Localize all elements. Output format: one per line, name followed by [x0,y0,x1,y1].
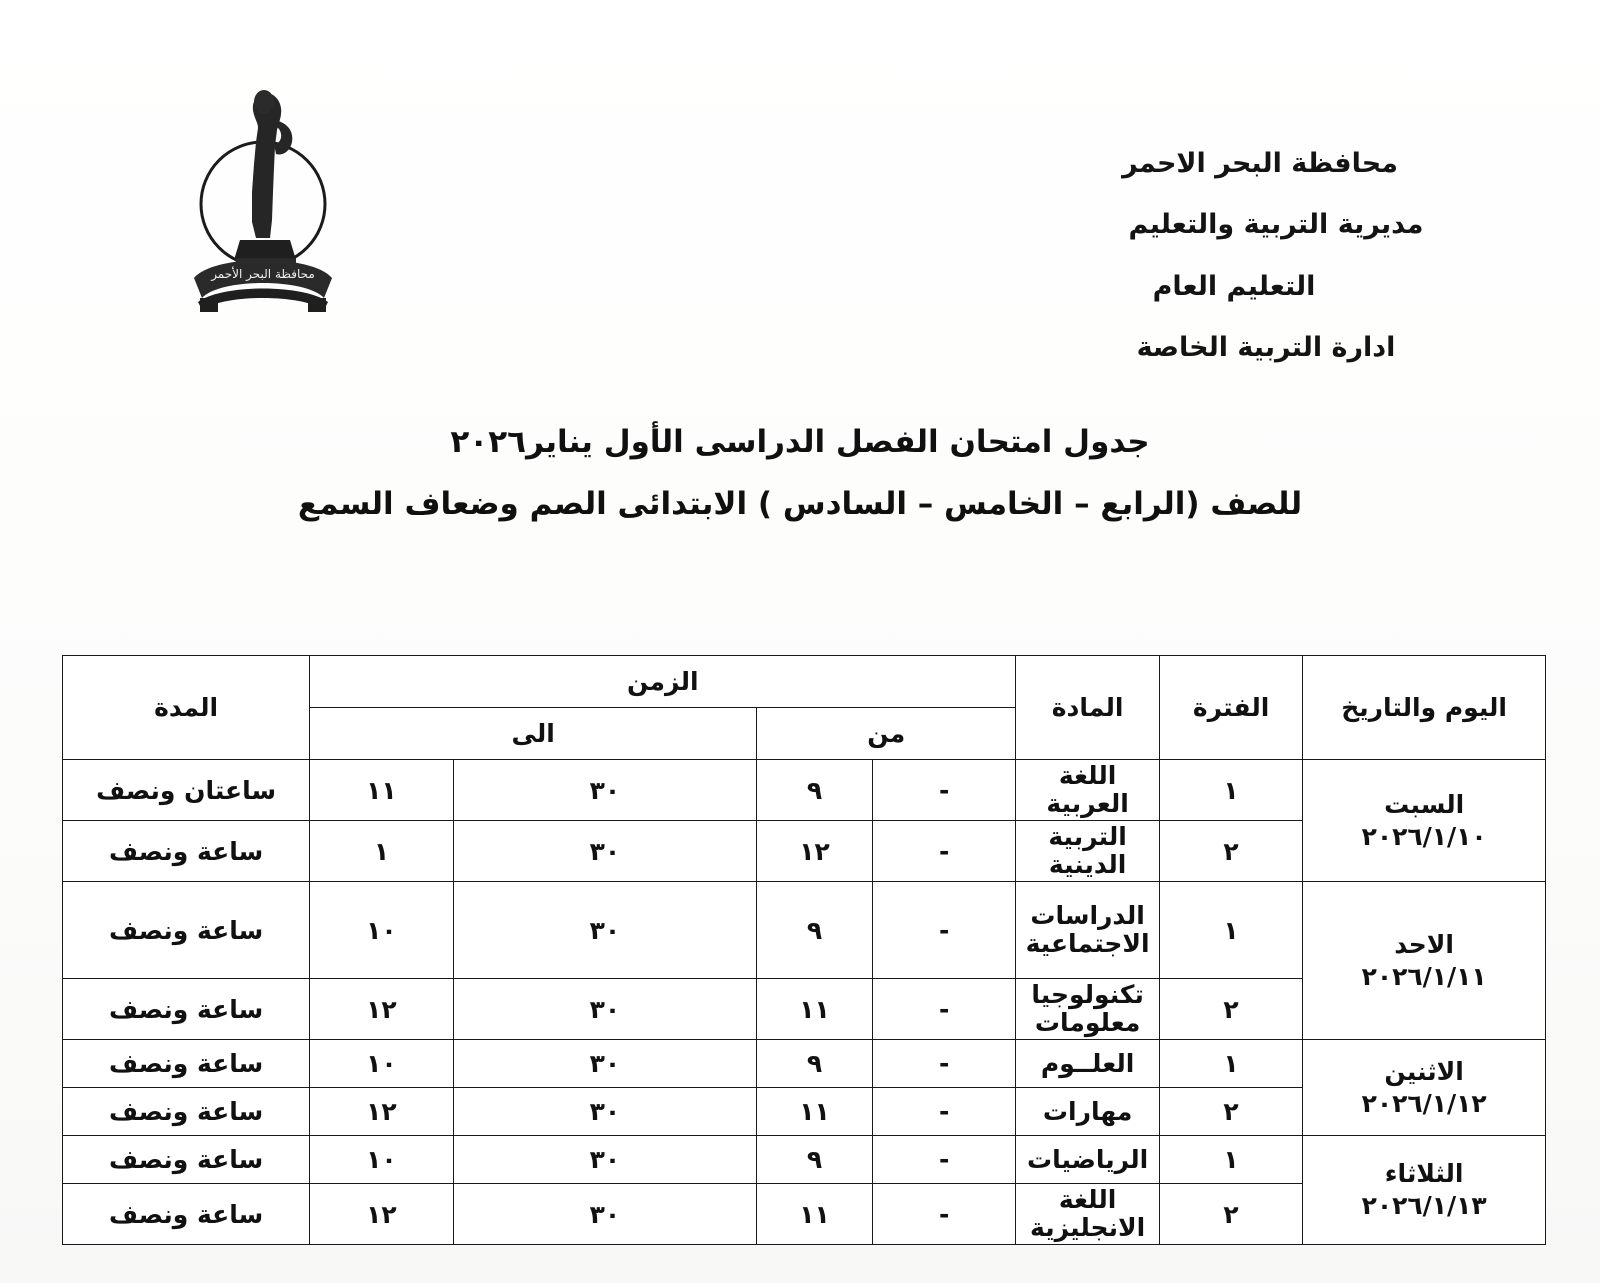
day-name: السبت [1384,789,1465,819]
cell-from-dash: - [872,1184,1015,1245]
letterhead-line-directorate: مديرية التربية والتعليم [1128,209,1424,241]
exam-schedule-table-wrapper [62,655,1546,1245]
subject-line-1: الدراسات [1030,901,1145,930]
header-duration: المدة [63,656,310,760]
cell-to-hour: ١٢ [310,979,453,1040]
cell-to-hour: ١٠ [310,1040,453,1088]
cell-to-hour: ١٠ [310,1136,453,1184]
cell-period: ١ [1159,882,1302,979]
cell-to-min: ٣٠ [453,979,756,1040]
page-title [0,424,1600,522]
cell-from-hour: ١١ [757,1088,873,1136]
cell-duration: ساعة ونصف [63,821,310,882]
cell-subject: التربية الدينية [1016,821,1159,882]
table-head [63,656,1546,760]
table-row [63,1136,1546,1184]
cell-from-hour: ٩ [757,760,873,821]
day-date: ٢٠٢٦/١/١٢ [1361,1088,1487,1118]
cell-subject: العلــوم [1016,1040,1159,1088]
subject-line-2: الاجتماعية [1025,929,1150,958]
cell-to-hour: ١٢ [310,1184,453,1245]
cell-duration: ساعة ونصف [63,1184,310,1245]
letterhead-line-governorate: محافظة البحر الاحمر [1122,148,1398,179]
cell-to-hour: ١١ [310,760,453,821]
cell-duration: ساعة ونصف [63,1088,310,1136]
cell-from-hour: ٩ [757,882,873,979]
table-row [63,882,1546,979]
day-name: الاحد [1394,929,1454,959]
cell-day-date [1303,882,1546,1040]
cell-to-min: ٣٠ [453,1184,756,1245]
cell-from-dash: - [872,1088,1015,1136]
cell-duration: ساعة ونصف [63,1136,310,1184]
table-body [63,760,1546,1245]
table-row [63,760,1546,821]
cell-subject: اللغة العربية [1016,760,1159,821]
header-time-to: الى [310,708,757,760]
day-date: ٢٠٢٦/١/١٣ [1361,1191,1487,1220]
cell-from-hour: ٩ [757,1040,873,1088]
cell-to-hour: ١٢ [310,1088,453,1136]
cell-to-min: ٣٠ [453,1136,756,1184]
red-sea-governorate-emblem-icon [178,72,348,312]
cell-subject: اللغة الانجليزية [1016,1184,1159,1245]
cell-period: ١ [1159,1040,1302,1088]
cell-to-hour: ١٠ [310,882,453,979]
cell-to-min: ٣٠ [453,760,756,821]
cell-day-date [1303,760,1546,882]
cell-period: ١ [1159,1136,1302,1184]
day-date: ٢٠٢٦/١/١١ [1361,961,1487,991]
letterhead-line-special-education: ادارة التربية الخاصة [1136,332,1396,364]
emblem-banner-label: محافظة البحر الأحمر [211,267,315,281]
cell-day-date [1303,1040,1546,1136]
cell-duration: ساعة ونصف [63,882,310,979]
cell-to-min: ٣٠ [453,882,756,979]
cell-subject: مهارات [1016,1088,1159,1136]
day-name: الاثنين [1384,1056,1464,1086]
table-row [63,1040,1546,1088]
cell-from-dash: - [872,1136,1015,1184]
cell-subject [1016,882,1159,979]
header-subject: المادة [1016,656,1159,760]
header-day-date: اليوم والتاريخ [1303,656,1546,760]
cell-period: ٢ [1159,1088,1302,1136]
cell-to-min: ٣٠ [453,1088,756,1136]
cell-subject: تكنولوجيا معلومات [1016,979,1159,1040]
cell-to-min: ٣٠ [453,821,756,882]
cell-from-dash: - [872,882,1015,979]
cell-day-date [1303,1136,1546,1245]
cell-from-dash: - [872,979,1015,1040]
cell-duration: ساعتان ونصف [63,760,310,821]
cell-from-hour: ١١ [757,979,873,1040]
title-line-exam-schedule: جدول امتحان الفصل الدراسى الأول يناير٢٠٢٦ [450,424,1150,460]
letterhead [1020,150,1540,362]
cell-period: ٢ [1159,979,1302,1040]
cell-duration: ساعة ونصف [63,1040,310,1088]
header-row-main [63,656,1546,708]
title-line-grade-scope: للصف (الرابع – الخامس – السادس ) الابتدائى الصم وضعاف السمع [297,486,1303,522]
cell-from-dash: - [872,760,1015,821]
cell-from-hour: ١١ [757,1184,873,1245]
cell-to-hour: ١ [310,821,453,882]
cell-from-dash: - [872,1040,1015,1088]
cell-subject: الرياضيات [1016,1136,1159,1184]
cell-from-hour: ٩ [757,1136,873,1184]
cell-period: ٢ [1159,1184,1302,1245]
header-time-from: من [757,708,1016,760]
cell-from-hour: ١٢ [757,821,873,882]
cell-period: ١ [1159,760,1302,821]
exam-schedule-table [62,655,1546,1245]
header-period: الفترة [1159,656,1302,760]
cell-period: ٢ [1159,821,1302,882]
letterhead-line-general-education: التعليم العام [1152,270,1316,302]
day-name: الثلاثاء [1384,1159,1464,1188]
cell-duration: ساعة ونصف [63,979,310,1040]
cell-to-min: ٣٠ [453,1040,756,1088]
day-date: ٢٠٢٦/١/١٠ [1361,821,1487,851]
header-time-group: الزمن [310,656,1016,708]
cell-from-dash: - [872,821,1015,882]
